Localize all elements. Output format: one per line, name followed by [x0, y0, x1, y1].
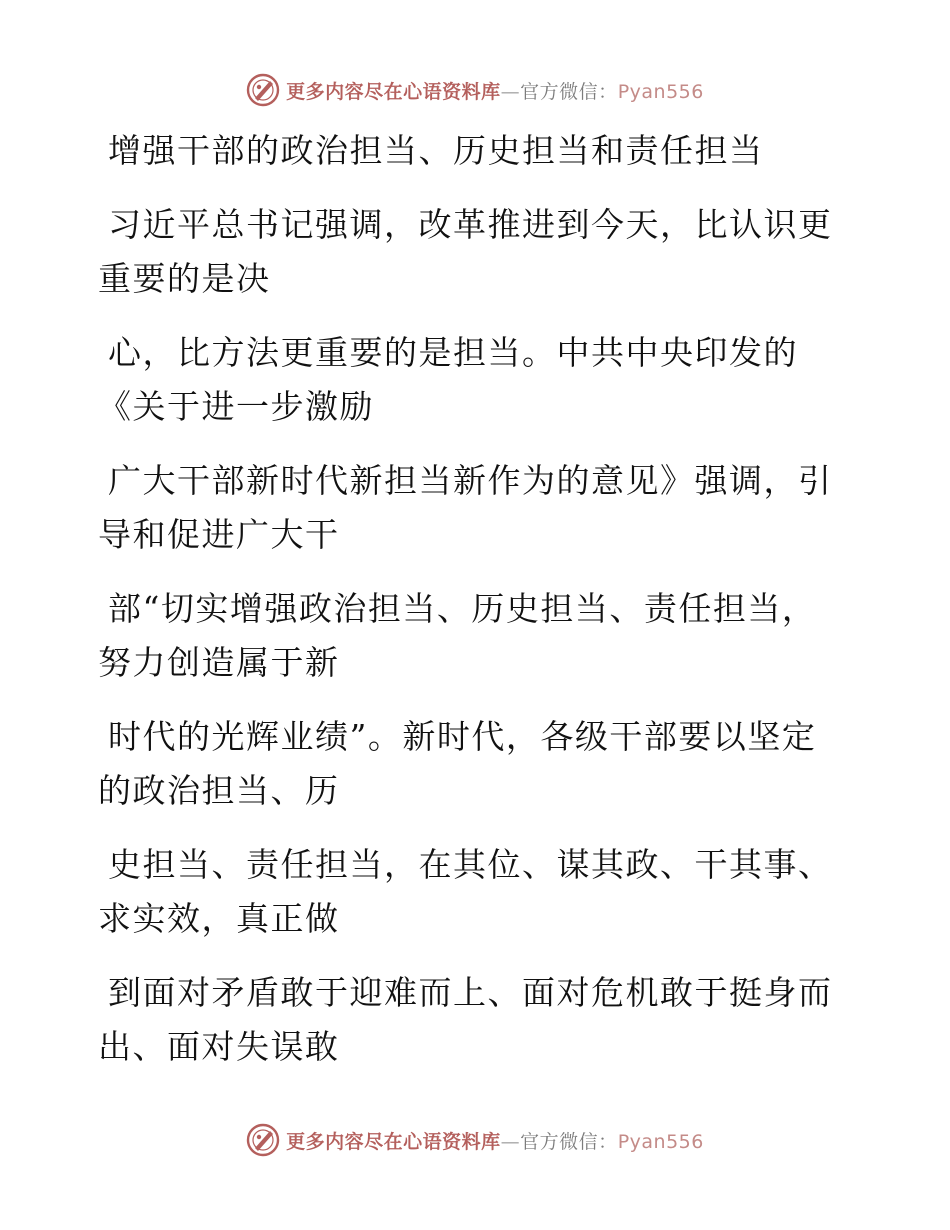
paragraph-line: 史担当、责任担当，在其位、谋其政、干其事、: [108, 845, 833, 884]
banner-site-name: 更多内容尽在心语资料库: [286, 1130, 501, 1153]
paragraph-line: 导和促进广大干: [98, 515, 340, 554]
banner-wechat-label: 官方微信：: [520, 80, 618, 103]
banner-text: [286, 1127, 704, 1154]
banner-wechat-label: 官方微信：: [520, 1130, 618, 1153]
paragraph-line: 出、面对失误敢: [98, 1027, 340, 1066]
paragraph-line: 努力创造属于新: [98, 643, 340, 682]
footer-banner: [0, 1120, 950, 1160]
paragraph-line: 《关于进一步激励: [98, 387, 374, 426]
document-title: 增强干部的政治担当、历史担当和责任担当: [108, 131, 764, 170]
logo-seal-icon: [246, 73, 280, 107]
paragraph-line: 部“切实增强政治担当、历史担当、责任担当，: [108, 589, 817, 628]
paragraph-line: 时代的光辉业绩”。新时代，各级干部要以坚定: [108, 717, 817, 756]
document-body: [98, 124, 838, 1074]
paragraph-line: 重要的是决: [98, 259, 271, 298]
header-banner: [0, 70, 950, 110]
paragraph-line: 的政治担当、历: [98, 771, 340, 810]
paragraph-line: 到面对矛盾敢于迎难而上、面对危机敢于挺身而: [108, 973, 833, 1012]
banner-wechat-id: Pyan556: [617, 80, 704, 103]
paragraph-line: 习近平总书记强调，改革推进到今天，比认识更: [108, 205, 833, 244]
paragraph-line: 心，比方法更重要的是担当。中共中央印发的: [108, 333, 798, 372]
banner-dash: —: [500, 80, 521, 103]
logo-seal-icon: [246, 1123, 280, 1157]
banner-site-name: 更多内容尽在心语资料库: [286, 80, 501, 103]
banner-wechat-id: Pyan556: [617, 1130, 704, 1153]
paragraph-line: 广大干部新时代新担当新作为的意见》强调，引: [108, 461, 833, 500]
paragraph-line: 求实效，真正做: [98, 899, 340, 938]
banner-dash: —: [500, 1130, 521, 1153]
banner-text: [286, 77, 704, 104]
